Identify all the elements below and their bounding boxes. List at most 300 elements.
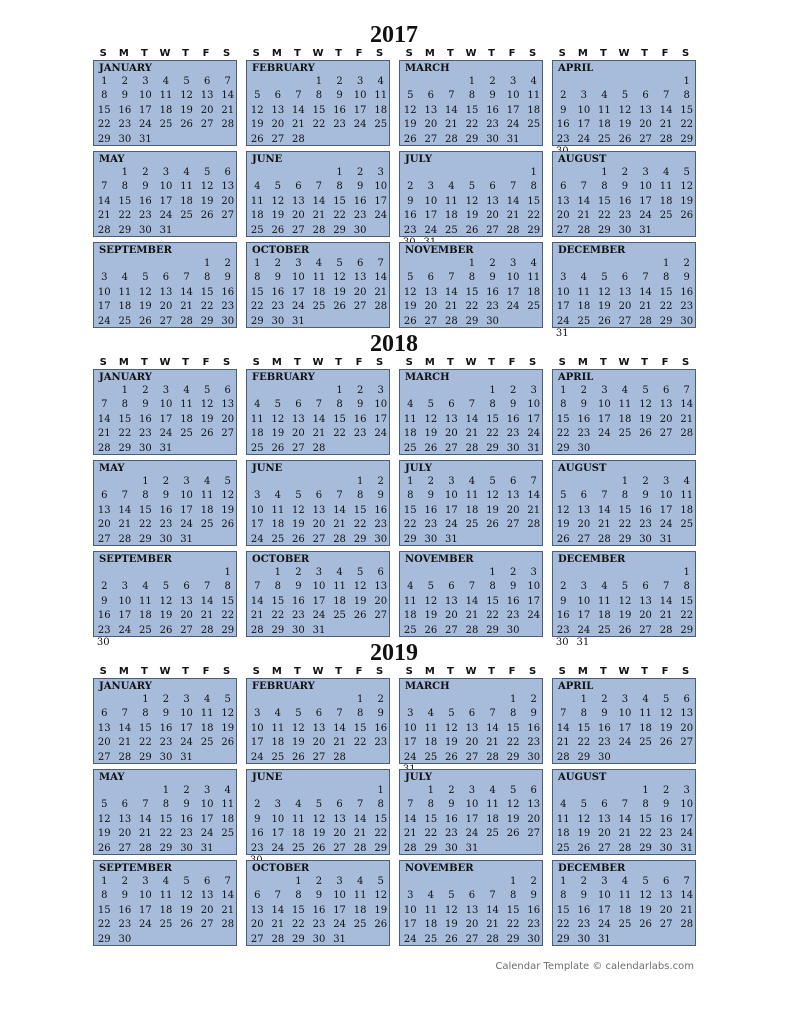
day-cell: 9 [162,708,170,720]
day-cell: 30 [445,842,458,854]
day-grid [400,566,544,638]
day-cell: 25 [250,442,264,454]
day-cell: 1 [356,476,364,487]
day-cell: 23 [97,624,111,636]
day-cell: 1 [224,567,231,578]
day-cell: 3 [356,76,364,87]
day-cell: 24 [527,428,541,440]
day-cell: 1 [377,785,384,796]
day-cell: 22 [221,610,235,622]
day-cell: 30 [486,133,499,145]
day-cell: 24 [403,933,417,945]
day-cell: 5 [662,694,670,705]
day-cell: 26 [221,519,235,531]
day-cell: 3 [683,785,690,796]
day-cell: 6 [101,708,108,720]
weekday-label: T [488,357,495,368]
day-cell: 17 [506,286,520,298]
day-cell: 14 [465,413,479,425]
day-grid [400,75,544,147]
day-cell: 28 [527,519,541,531]
day-cell: 1 [315,76,323,87]
day-cell: 5 [274,181,282,193]
day-cell: 27 [200,919,214,931]
day-cell: 23 [639,519,652,531]
day-cell: 3 [162,385,170,396]
day-cell: 20 [200,904,214,916]
day-cell: 29 [271,624,285,636]
day-cell: 12 [445,722,458,734]
day-cell: 11 [527,90,541,102]
day-cell: 9 [509,399,517,411]
day-cell: 19 [577,828,591,840]
day-cell: 6 [183,581,190,593]
weekday-label: S [99,666,107,677]
day-cell: 18 [200,504,214,516]
day-cell: 11 [180,181,193,193]
day-cell: 24 [118,624,132,636]
day-cell: 30 [118,933,132,945]
day-cell: 29 [506,933,520,945]
day-cell: 4 [662,167,670,178]
day-cell: 7 [356,799,364,811]
day-cell: 22 [680,610,694,622]
weekday-label: F [355,48,363,59]
weekday-header-row [93,666,237,678]
day-cell: 30 [139,442,152,454]
day-cell: 24 [465,828,479,840]
day-cell: 29 [139,533,152,545]
day-cell: 31 [159,442,173,454]
weekday-label: W [465,357,477,368]
month-block-july [399,460,543,546]
day-cell: 25 [221,828,235,840]
day-cell: 8 [509,890,517,902]
month-name: JANUARY [99,681,152,692]
day-cell: 9 [642,490,649,502]
day-cell: 26 [180,919,193,931]
day-grid [94,875,238,947]
weekday-label: F [202,48,210,59]
day-cell: 14 [180,286,193,298]
day-cell: 25 [200,737,214,749]
day-cell: 25 [292,842,305,854]
day-cell: 31 [312,624,326,636]
day-cell: 20 [353,286,367,298]
day-cell: 14 [118,722,132,734]
day-cell: 11 [250,413,264,425]
day-cell: 9 [224,272,231,284]
day-cell: 20 [97,737,111,749]
day-cell: 16 [598,722,611,734]
day-cell: 5 [407,90,414,102]
day-cell: 19 [180,904,193,916]
day-cell: 29 [159,842,173,854]
day-cell: 23 [118,119,132,131]
day-cell: 8 [662,272,670,284]
day-grid [94,475,238,547]
day-cell: 30 [118,133,132,145]
day-cell: 25 [598,133,611,145]
weekday-label: S [529,666,537,677]
day-cell: 19 [353,595,367,607]
day-cell: 4 [601,581,608,593]
day-cell: 16 [556,610,570,622]
day-cell: 2 [509,385,517,396]
day-cell: 2 [162,694,170,705]
day-cell: 10 [403,722,417,734]
weekday-label: W [618,48,630,59]
weekday-label: S [558,357,566,368]
day-cell: 20 [97,519,111,531]
day-cell: 15 [403,504,417,516]
day-cell: 14 [333,504,346,516]
day-cell: 22 [374,828,388,840]
weekday-label: T [641,666,648,677]
month-block-september [93,860,237,946]
day-cell: 3 [101,272,108,284]
day-cell: 5 [224,476,231,487]
day-cell: 25 [659,210,673,222]
day-cell: 26 [374,919,388,931]
day-cell: 26 [680,210,694,222]
day-cell: 17 [424,210,438,222]
day-grid [94,75,238,147]
day-cell: 12 [424,595,438,607]
day-cell: 4 [427,708,435,720]
day-cell: 12 [659,708,673,720]
footer-credit: Calendar Template © calendarlabs.com [495,961,694,972]
day-cell: 1 [509,876,517,887]
day-cell: 27 [659,428,673,440]
day-cell: 27 [598,842,611,854]
day-cell: 29 [333,224,346,236]
day-cell: 20 [465,737,479,749]
day-cell: 21 [97,428,111,440]
day-cell: 28 [118,751,132,763]
day-cell: 6 [101,490,108,502]
day-cell: 1 [203,258,211,269]
day-cell: 24 [598,428,611,440]
day-cell: 13 [465,904,479,916]
day-cell: 14 [486,904,499,916]
day-cell: 19 [424,428,438,440]
month-name: MAY [99,154,125,165]
day-cell: 18 [445,210,458,222]
day-cell: 2 [142,385,149,396]
weekday-label: W [312,666,324,677]
day-cell: 10 [527,399,541,411]
day-cell: 24 [680,828,694,840]
day-cell: 25 [139,624,152,636]
day-grid [400,475,544,547]
day-cell: 8 [356,490,364,502]
day-cell: 8 [377,799,384,811]
day-cell: 23 [577,428,591,440]
day-cell-overflow: 30 [555,637,569,648]
day-cell: 19 [465,210,479,222]
day-cell: 11 [403,413,417,425]
month-name: JULY [405,154,432,165]
month-block-july [399,151,543,237]
day-cell: 3 [427,181,435,193]
day-cell: 10 [374,181,388,193]
day-cell: 3 [336,876,343,887]
day-cell: 7 [295,90,302,102]
day-cell: 10 [506,90,520,102]
day-cell: 28 [292,133,305,145]
day-cell: 6 [315,708,323,720]
day-cell: 9 [295,581,302,593]
day-cell: 13 [353,272,367,284]
day-cell: 18 [527,104,541,116]
day-cell: 19 [292,737,305,749]
day-cell: 16 [118,904,132,916]
day-cell: 6 [427,90,435,102]
day-cell: 21 [312,210,326,222]
day-cell: 4 [530,76,537,87]
day-cell: 27 [312,751,326,763]
day-cell: 23 [618,210,632,222]
day-cell: 12 [353,581,367,593]
day-cell: 18 [618,413,632,425]
day-cell: 17 [598,413,611,425]
day-cell: 11 [680,490,694,502]
day-cell: 11 [445,195,458,207]
day-cell: 5 [162,581,170,593]
day-cell: 18 [598,119,611,131]
day-cell: 26 [598,315,611,327]
day-cell: 15 [465,286,479,298]
day-cell: 19 [271,428,285,440]
day-cell: 18 [333,595,346,607]
day-cell-overflow: 31 [576,637,590,648]
day-cell: 9 [530,708,537,720]
day-cell: 26 [445,933,458,945]
month-name: DECEMBER [558,245,626,256]
day-cell: 17 [639,195,652,207]
day-cell: 1 [560,876,567,887]
day-cell: 20 [221,413,235,425]
day-cell: 13 [159,286,173,298]
day-cell: 8 [468,90,476,102]
day-cell: 16 [271,286,285,298]
day-cell: 7 [662,581,670,593]
day-cell: 27 [424,133,438,145]
day-cell: 21 [527,504,541,516]
day-cell: 31 [527,442,541,454]
day-cell: 23 [374,519,388,531]
day-cell: 14 [97,195,111,207]
day-cell: 20 [680,722,694,734]
day-cell: 20 [527,813,541,825]
day-cell: 9 [315,890,323,902]
day-cell: 8 [274,581,282,593]
day-cell: 28 [445,133,458,145]
day-cell: 8 [254,272,261,284]
day-cell: 28 [312,442,326,454]
day-cell: 5 [203,385,211,396]
weekday-label: W [312,357,324,368]
day-cell: 11 [659,181,673,193]
day-cell: 5 [295,490,302,502]
day-cell: 21 [312,428,326,440]
day-cell: 19 [333,286,346,298]
weekday-label: T [599,357,607,368]
day-cell: 25 [680,519,694,531]
day-cell: 12 [577,813,591,825]
day-cell: 27 [221,428,235,440]
day-cell: 21 [618,828,632,840]
day-cell: 25 [250,224,264,236]
day-cell: 31 [680,842,694,854]
day-cell: 3 [377,385,384,396]
day-cell: 20 [292,210,305,222]
weekday-label: M [118,357,129,368]
day-cell: 6 [295,399,302,411]
day-cell: 3 [530,385,537,396]
day-cell: 19 [445,919,458,931]
day-grid [400,257,544,329]
day-cell: 26 [139,315,152,327]
day-cell: 11 [200,708,214,720]
day-cell: 17 [200,813,214,825]
day-cell: 4 [683,476,690,487]
day-cell: 27 [333,842,346,854]
day-cell: 2 [121,876,129,887]
day-cell: 1 [274,567,282,578]
day-cell: 15 [200,286,214,298]
day-cell: 22 [200,301,214,313]
day-cell: 12 [465,195,479,207]
day-cell: 29 [680,624,694,636]
day-cell: 20 [271,119,285,131]
weekday-label: F [508,357,516,368]
month-block-january [93,60,237,146]
day-cell-overflow: 30 [96,637,110,648]
day-cell: 3 [530,567,537,578]
day-cell: 14 [680,399,694,411]
day-cell: 26 [97,842,111,854]
day-cell: 3 [448,476,455,487]
day-cell: 18 [292,828,305,840]
day-cell: 9 [183,799,190,811]
weekday-label: S [223,357,231,368]
month-name: JUNE [252,463,283,474]
day-cell: 1 [336,167,343,178]
weekday-label: T [182,357,189,368]
day-cell: 24 [250,533,264,545]
day-cell: 25 [618,428,632,440]
day-cell: 24 [506,119,520,131]
month-name: FEBRUARY [252,63,315,74]
day-cell: 16 [577,413,591,425]
day-cell: 27 [271,133,285,145]
day-cell: 24 [139,119,152,131]
day-cell: 18 [403,428,417,440]
day-cell: 4 [621,385,629,396]
weekday-label: W [159,666,171,677]
day-grid [247,257,391,329]
day-cell: 11 [353,890,367,902]
day-cell: 8 [203,272,211,284]
weekday-label: F [508,48,516,59]
day-cell: 4 [448,181,455,193]
day-cell: 16 [445,813,458,825]
month-name: JUNE [252,772,283,783]
day-cell: 19 [250,119,264,131]
day-cell: 20 [639,119,652,131]
day-cell: 17 [118,610,132,622]
day-cell: 11 [639,708,652,720]
day-cell: 14 [680,890,694,902]
day-cell: 28 [139,842,152,854]
day-cell: 3 [468,785,476,796]
day-cell: 7 [580,181,588,193]
day-cell: 10 [139,890,152,902]
day-cell: 27 [312,533,326,545]
month-block-september [93,242,237,328]
day-cell: 19 [292,519,305,531]
day-cell: 1 [121,167,129,178]
day-cell: 13 [250,904,264,916]
day-cell: 26 [659,737,673,749]
day-cell: 4 [377,76,384,87]
day-cell: 29 [97,933,111,945]
day-grid [400,166,544,238]
day-cell: 10 [374,399,388,411]
day-cell: 6 [621,272,629,284]
day-cell: 30 [598,751,611,763]
weekday-label: S [405,48,413,59]
day-cell: 3 [377,167,384,178]
day-cell: 2 [427,476,435,487]
day-cell: 9 [274,272,282,284]
day-cell: 9 [427,490,435,502]
day-cell: 23 [292,610,305,622]
month-block-august [552,460,696,546]
weekday-label: S [558,666,566,677]
day-cell: 12 [221,708,235,720]
day-cell: 5 [489,476,496,487]
day-cell: 22 [118,210,132,222]
day-cell: 27 [118,842,132,854]
day-cell: 5 [315,799,323,811]
day-cell: 7 [183,272,190,284]
day-cell: 24 [180,737,193,749]
weekday-label: T [335,48,342,59]
day-cell: 29 [374,842,388,854]
day-cell: 11 [618,399,632,411]
day-cell: 8 [407,490,414,502]
day-grid [400,384,544,456]
day-cell: 16 [639,504,652,516]
day-cell: 17 [598,904,611,916]
day-cell: 21 [486,919,499,931]
weekday-label: S [252,666,260,677]
weekday-header-row [246,666,390,678]
day-cell: 25 [445,224,458,236]
day-cell: 18 [486,813,499,825]
day-cell: 8 [580,708,588,720]
day-cell: 18 [424,919,438,931]
day-cell: 24 [577,624,591,636]
day-cell: 2 [162,476,170,487]
day-cell: 27 [618,315,632,327]
day-cell: 9 [601,708,608,720]
day-cell: 30 [139,224,152,236]
day-cell: 18 [271,519,285,531]
